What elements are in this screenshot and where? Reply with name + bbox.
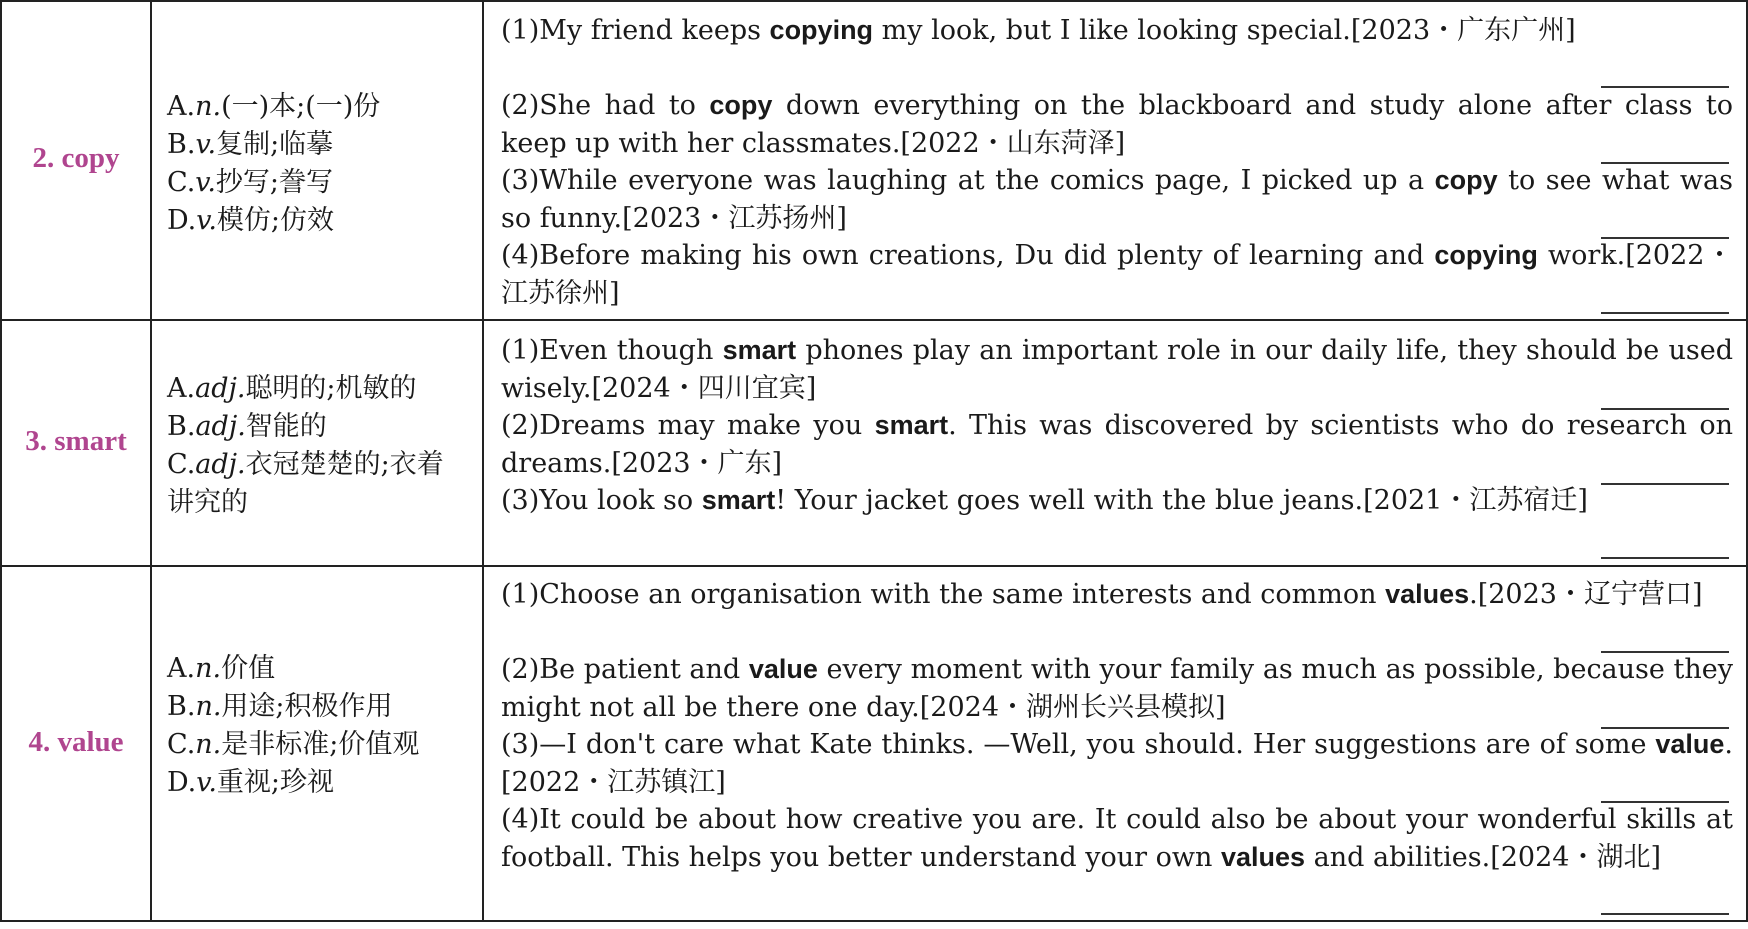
source-tag: [2024・湖北] bbox=[1490, 841, 1661, 873]
source-tag: [2022・山东菏泽] bbox=[900, 127, 1126, 159]
example-sentence: (4)It could be about how creative you are. It could also be about your wonderful skills at football. This helps you better understand your own values and abilities.[2024・湖北] bbox=[501, 804, 1733, 873]
example-sentence: (3)You look so smart! Your jacket goes well with the blue jeans.[2021・江苏宿迁] bbox=[501, 485, 1588, 516]
source-tag: [2023・江苏扬州] bbox=[622, 202, 847, 234]
headword: 3. smart bbox=[25, 425, 127, 457]
meaning-item: A.n.(一)本;(一)份 bbox=[167, 91, 381, 122]
example-sentence: (2)Dreams may make you smart. This was discovered by scientists who do research on dreams.[2023・广东] bbox=[501, 410, 1733, 479]
row-divider bbox=[0, 319, 1748, 321]
headword: 4. value bbox=[28, 726, 124, 758]
source-tag: [2024・湖州长兴县模拟] bbox=[919, 691, 1226, 723]
example-sentence: (4)Before making his own creations, Du did plenty of learning and copying work.[2022・江苏徐州] bbox=[501, 240, 1734, 309]
example-sentence: (3)While everyone was laughing at the comics page, I picked up a copy to see what was so funny.[2023・江苏扬州] bbox=[501, 165, 1733, 234]
source-tag: [2024・四川宜宾] bbox=[591, 372, 817, 404]
source-tag: [2021・江苏宿迁] bbox=[1363, 485, 1588, 516]
headword: 2. copy bbox=[32, 142, 120, 174]
column-divider bbox=[482, 0, 484, 922]
source-tag: [2023・辽宁营口] bbox=[1477, 579, 1703, 610]
column-divider bbox=[150, 0, 152, 922]
example-sentence: (1)Choose an organisation with the same interests and common values.[2023・辽宁营口] bbox=[501, 579, 1703, 610]
meaning-list bbox=[167, 650, 467, 802]
answer-blank[interactable] bbox=[1601, 913, 1729, 915]
answer-blank[interactable] bbox=[1601, 727, 1729, 729]
meaning-item: A.adj.聪明的;机敏的 bbox=[167, 373, 417, 404]
meaning-item: C.n.是非标准;价值观 bbox=[167, 729, 420, 760]
source-tag: [2022・江苏镇江] bbox=[501, 766, 726, 798]
meaning-item: B.v.复制;临摹 bbox=[167, 129, 334, 160]
meaning-list bbox=[167, 88, 467, 240]
answer-blank[interactable] bbox=[1601, 651, 1729, 653]
answer-blank[interactable] bbox=[1601, 86, 1729, 88]
example-sentence: (3)—I don't care what Kate thinks. —Well, you should. Her suggestions are of some value.[2022・江苏镇江] bbox=[501, 729, 1733, 798]
answer-blank[interactable] bbox=[1601, 483, 1729, 485]
answer-blank[interactable] bbox=[1601, 162, 1729, 164]
answer-blank[interactable] bbox=[1601, 237, 1729, 239]
meaning-item: C.adj.衣冠楚楚的;衣着讲究的 bbox=[167, 449, 444, 518]
answer-blank[interactable] bbox=[1601, 557, 1729, 559]
answer-blank[interactable] bbox=[1601, 801, 1729, 803]
source-tag: [2023・广东] bbox=[611, 447, 783, 479]
meaning-item: C.v.抄写;誊写 bbox=[167, 167, 334, 198]
answer-blank[interactable] bbox=[1601, 408, 1729, 410]
table-border-left bbox=[0, 0, 2, 922]
answer-blank[interactable] bbox=[1601, 312, 1729, 314]
table-border-top bbox=[0, 0, 1748, 2]
example-sentence: (2)She had to copy down everything on the blackboard and study alone after class to keep up with her classmates.[2022・山东菏泽] bbox=[501, 90, 1734, 159]
meaning-item: A.n.价值 bbox=[167, 653, 276, 684]
table-border-bottom bbox=[0, 920, 1748, 922]
source-tag: [2022・江苏徐州] bbox=[501, 240, 1734, 309]
source-tag: [2023・广东广州] bbox=[1350, 15, 1576, 46]
meaning-item: D.v.重视;珍视 bbox=[167, 767, 335, 798]
row-divider bbox=[0, 565, 1748, 567]
example-sentence: (1)My friend keeps copying my look, but I like looking special.[2023・广东广州] bbox=[501, 15, 1576, 46]
example-list bbox=[501, 332, 1733, 557]
meaning-item: D.v.模仿;仿效 bbox=[167, 205, 335, 236]
example-list bbox=[501, 576, 1733, 913]
meaning-item: B.n.用途;积极作用 bbox=[167, 691, 393, 722]
example-sentence: (1)Even though smart phones play an important role in our daily life, they should be used wisely.[2024・四川宜宾] bbox=[501, 335, 1733, 404]
meaning-list bbox=[167, 370, 467, 522]
example-list bbox=[501, 12, 1733, 312]
meaning-item: B.adj.智能的 bbox=[167, 411, 327, 442]
example-sentence: (2)Be patient and value every moment with your family as much as possible, because they might not all be there one day.[2024・湖州长兴县模拟] bbox=[501, 654, 1733, 723]
